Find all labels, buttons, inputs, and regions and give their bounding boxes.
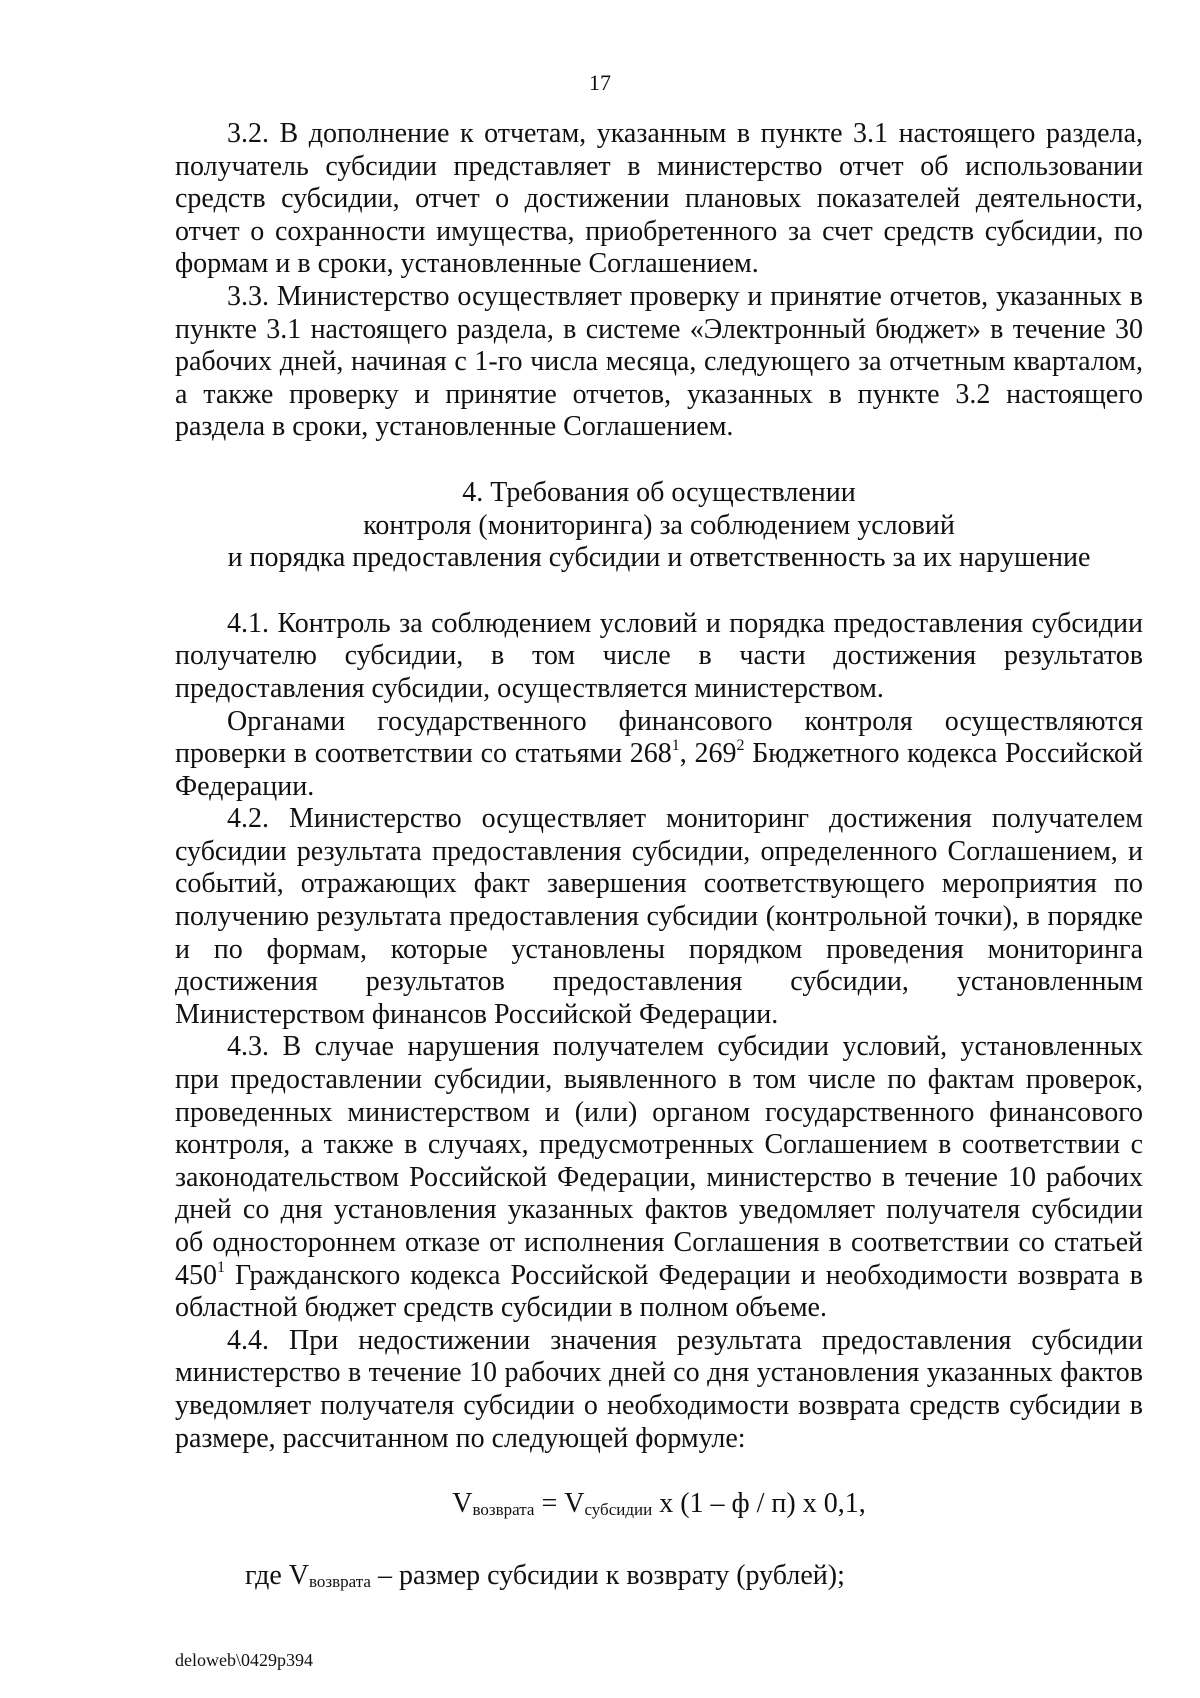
paragraph-4-3-after: Гражданского кодекса Российской Федерации и необходимости возврата в областной бюджет средств субсидии в полном объеме. bbox=[175, 1259, 1143, 1324]
definition-text: – размер субсидии к возврату (рублей); bbox=[370, 1559, 845, 1591]
formula-subscript-subsidy: субсидии bbox=[584, 1500, 653, 1520]
paragraph-4-2: 4.2. Министерство осуществляет мониторинг достижения получателем субсидии результата предоставления субсидии, определенного Соглашением, и событий, отражающих факт завершения соответствующего мероприятия по получению результата предоставления субсидии (контрольной точки), в порядке и по формам, которые установлены порядком проведения мониторинга достижения результатов предоставления субсидии, установленным Министерством финансов Российской Федерации. bbox=[175, 803, 1143, 1030]
refund-formula bbox=[175, 1488, 1143, 1527]
footnote-superscript: 2 bbox=[736, 737, 745, 755]
organs-text-mid: , 269 bbox=[679, 738, 737, 770]
section-4-heading-line-3: и порядка предоставления субсидии и ответственность за их нарушение bbox=[227, 542, 1091, 574]
footnote-superscript: 1 bbox=[671, 737, 680, 755]
definition-subscript: возврата bbox=[308, 1571, 371, 1591]
section-4-heading-line-1: 4. Требования об осуществлении bbox=[462, 476, 856, 508]
paragraph-4-3 bbox=[175, 1031, 1143, 1324]
document-body bbox=[175, 118, 1143, 1598]
paragraph-3-2: 3.2. В дополнение к отчетам, указанным в пункте 3.1 настоящего раздела, получатель субсидии представляет в министерство отчет об использовании средств субсидии, отчет о достижении плановых показателей деятельности, отчет о сохранности имущества, приобретенного за счет средств субсидии, по формам и в сроки, установленные Соглашением. bbox=[175, 118, 1143, 280]
paragraph-4-3-before: 4.3. В случае нарушения получателем субсидии условий, установленных при предоставлении субсидии, выявленного в том числе по фактам проверок, проведенных министерством и (или) органом государственного финансового контроля, а также в случаях, предусмотренных Соглашением в соответствии с законодательством Российской Федерации, министерство в течение 10 рабочих дней со дня установления указанных фактов уведомляет получателя субсидии об одностороннем отказе от исполнения Соглашения в соответствии со статьей 450 bbox=[175, 1031, 1143, 1291]
formula-rest: x (1 – ф / п) x 0,1, bbox=[652, 1488, 866, 1520]
definition-prefix: где V bbox=[245, 1559, 309, 1591]
paragraph-4-1: 4.1. Контроль за соблюдением условий и порядка предоставления субсидии получателю субсидии, в том числе в части достижения результатов предоставления субсидии, осуществляется министерством. bbox=[175, 607, 1143, 704]
page-number: 17 bbox=[589, 70, 611, 95]
formula-definition bbox=[175, 1560, 1143, 1599]
paragraph-3-3: 3.3. Министерство осуществляет проверку и принятие отчетов, указанных в пункте 3.1 настоящего раздела, в системе «Электронный бюджет» в течение 30 рабочих дней, начиная с 1-го числа месяца, следующего за отчетным кварталом, а также проверку и принятие отчетов, указанных в пункте 3.2 настоящего раздела в сроки, установленные Соглашением. bbox=[175, 280, 1143, 443]
footnote-superscript: 1 bbox=[217, 1258, 225, 1276]
organs-text-before: Органами государственного финансового контроля осуществляются проверки в соответствии со статьями 268 bbox=[175, 705, 1143, 770]
section-4-heading bbox=[175, 477, 1143, 575]
paragraph-4-1-organs bbox=[175, 706, 1143, 804]
formula-v: V bbox=[452, 1488, 473, 1520]
formula-equals: = V bbox=[534, 1488, 585, 1520]
document-footer-code: deloweb\0429p394 bbox=[175, 1650, 313, 1670]
section-4-heading-line-2: контроля (мониторинга) за соблюдением условий bbox=[363, 509, 955, 541]
organs-text-after: Бюджетного кодекса Российской Федерации. bbox=[175, 738, 1144, 802]
formula-subscript-refund: возврата bbox=[472, 1500, 535, 1520]
paragraph-4-4: 4.4. При недостижении значения результата предоставления субсидии министерство в течение 10 рабочих дней со дня установления указанных фактов уведомляет получателя субсидии о необходимости возврата средств субсидии в размере, рассчитанном по следующей формуле: bbox=[175, 1324, 1143, 1454]
